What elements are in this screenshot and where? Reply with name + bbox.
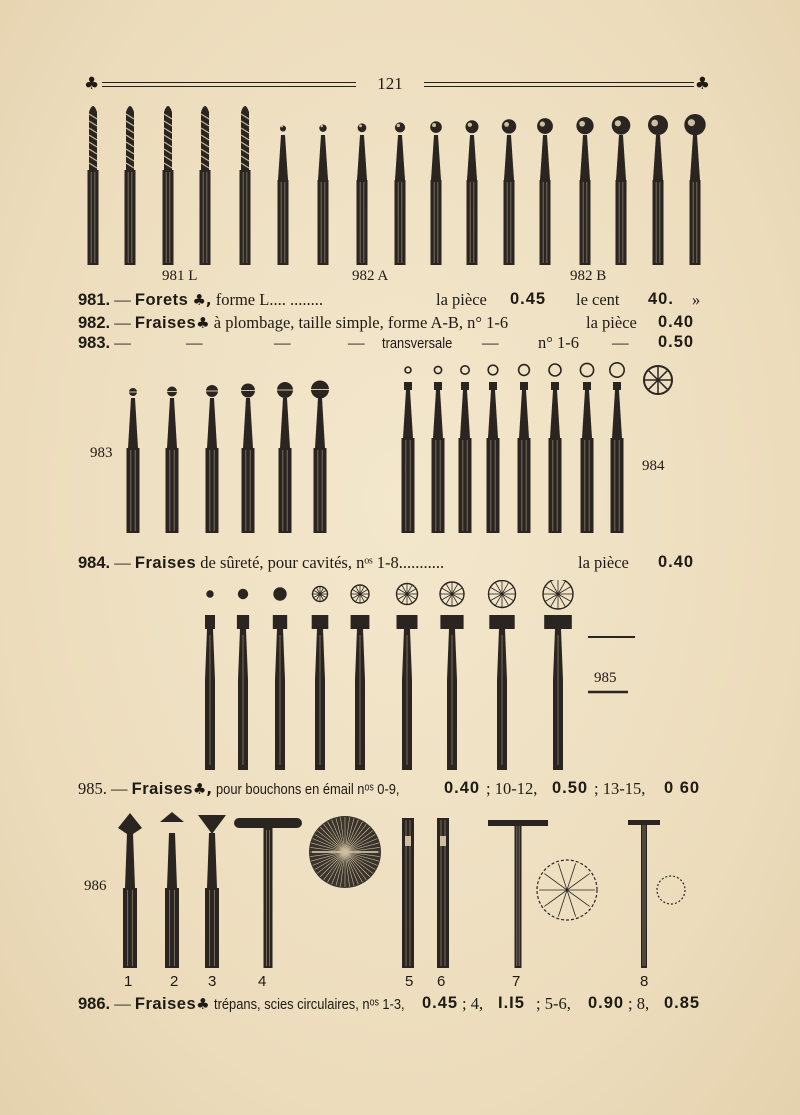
- right-ornament-icon: ♣: [694, 74, 710, 94]
- entry-983: [78, 333, 704, 353]
- trademark-icon: ♣: [196, 995, 210, 1013]
- label-986: 986: [84, 878, 107, 894]
- safety-bur: [432, 366, 445, 533]
- round-bur: [576, 117, 593, 265]
- price: 0.50: [658, 333, 695, 351]
- enamel-bur: [312, 587, 329, 771]
- left-ornament-icon: ♣: [84, 74, 100, 94]
- safety-bur: [580, 363, 593, 533]
- page-number: 121: [377, 74, 403, 93]
- trephine-bur: [118, 813, 142, 968]
- price-2: 0.50: [552, 779, 589, 797]
- header-rule-right: [424, 82, 694, 87]
- entry-number: 981.: [78, 291, 111, 309]
- range-3: ; 5-6,: [536, 994, 571, 1013]
- enamel-bur: [397, 584, 418, 771]
- entry-number: 985.: [78, 779, 107, 798]
- enamel-bur: [273, 588, 287, 770]
- trephine-bur: [160, 812, 184, 968]
- label-984: 984: [642, 458, 665, 474]
- twist-drill: [200, 106, 211, 265]
- price-4: 0.85: [664, 994, 701, 1012]
- transverse-bur: [166, 387, 179, 534]
- ditto-dash: —: [482, 333, 499, 352]
- circular-saw-disc: [309, 816, 381, 888]
- round-bur: [318, 124, 329, 265]
- description: à plombage, taille simple, forme A-B, n° 1-6: [213, 313, 509, 332]
- trepans-saws-illustration: [80, 808, 710, 978]
- ditto-dash: —: [186, 333, 203, 352]
- price-3: 0 60: [664, 779, 701, 797]
- round-bur: [430, 121, 442, 265]
- description: trépans, scies circulaires, nᵒˢ 1-3,: [213, 996, 405, 1013]
- description: transversale: [382, 335, 453, 352]
- round-bur: [395, 122, 406, 265]
- trephine-bur: [198, 815, 226, 968]
- round-bur: [612, 116, 631, 265]
- range-4: ; 8,: [628, 994, 650, 1013]
- trademark-icon: ♣,: [192, 291, 212, 309]
- figure-986-number: 1: [124, 973, 133, 990]
- label-982b: 982 B: [570, 268, 607, 284]
- label-982a: 982 A: [352, 268, 389, 284]
- figure-985: [190, 580, 650, 775]
- entry-number: 986.: [78, 995, 111, 1013]
- range: n° 1-6: [538, 333, 579, 352]
- enamel-bur: [440, 582, 464, 770]
- entry-984: [78, 553, 704, 573]
- figure-981-982: [80, 100, 710, 270]
- burs-illustration: [80, 358, 710, 543]
- unit-hundred: le cent: [576, 290, 620, 309]
- entry-981: [78, 290, 704, 310]
- transverse-bur: [127, 388, 140, 533]
- price: 0.45: [510, 290, 547, 308]
- product-name: Fraises: [134, 554, 197, 572]
- safety-bur: [487, 365, 500, 533]
- dash: —: [114, 290, 131, 309]
- product-name: Fraises: [134, 314, 197, 332]
- figure-986: [80, 808, 710, 978]
- safety-bur: [402, 367, 415, 533]
- small-saw-blade: [657, 876, 685, 904]
- twist-drill: [88, 106, 99, 265]
- range: nᵒˢ 1-8...........: [356, 553, 445, 572]
- transverse-bur: [277, 382, 293, 533]
- entry-982: [78, 313, 704, 333]
- enamel-bur: [489, 581, 516, 771]
- safety-bur: [518, 365, 531, 533]
- slotted-mandrel: [402, 818, 414, 968]
- transverse-bur: [206, 385, 219, 533]
- round-bur: [357, 123, 368, 265]
- dash: —: [114, 553, 131, 572]
- page-header: [84, 74, 710, 96]
- ditto-dash: —: [612, 333, 629, 352]
- price-3: 0.90: [588, 994, 625, 1012]
- twist-drill: [240, 106, 251, 265]
- entry-985: [78, 779, 704, 799]
- circular-saw-blade: [537, 860, 597, 920]
- round-bur: [537, 118, 553, 265]
- price-2: I.I5: [498, 994, 525, 1012]
- dash: —: [114, 313, 131, 332]
- figure-986-number: 3: [208, 973, 217, 990]
- price-1: 0.45: [422, 994, 459, 1012]
- figure-986-number: 2: [170, 973, 179, 990]
- range-3: ; 13-15,: [594, 779, 646, 798]
- description: pour bouchons en émail nᵒˢ 0-9,: [216, 781, 400, 798]
- unit: la pièce: [436, 290, 487, 309]
- figure-983-984: [80, 358, 710, 543]
- wheel-bur-head: [644, 366, 672, 394]
- round-bur: [648, 115, 668, 265]
- enamel-bur: [543, 580, 573, 770]
- ditto-dash: —: [274, 333, 291, 352]
- price-1: 0.40: [444, 779, 481, 797]
- enamel-bur: [237, 590, 249, 771]
- entry-number: 982.: [78, 314, 111, 332]
- round-bur: [466, 120, 479, 265]
- product-name: Fraises: [134, 995, 197, 1013]
- description: forme L.... ........: [215, 290, 323, 309]
- small-saw-mandrel: [628, 820, 660, 968]
- round-bur: [684, 114, 705, 265]
- twist-drill: [125, 106, 136, 265]
- slotted-mandrel: [437, 818, 449, 968]
- dash: —: [114, 994, 131, 1013]
- product-name: Forets: [134, 291, 189, 309]
- safety-bur: [610, 363, 624, 533]
- price: 0.40: [658, 313, 695, 331]
- figure-986-number: 8: [640, 973, 649, 990]
- product-name: Fraises: [131, 780, 193, 798]
- unit: la pièce: [578, 553, 629, 572]
- price-hundred: 40.: [648, 290, 674, 308]
- transverse-bur: [241, 384, 255, 534]
- enamel-bur: [351, 585, 370, 770]
- entry-number: 984.: [78, 554, 111, 572]
- figure-986-number: 4: [258, 973, 267, 990]
- range-2: ; 10-12,: [486, 779, 538, 798]
- figure-986-number: 5: [405, 973, 414, 990]
- description: de sûreté, pour cavités,: [200, 553, 352, 572]
- figure-986-number: 7: [512, 973, 521, 990]
- trademark-icon: ♣,: [192, 780, 213, 798]
- drill-bits-illustration: [80, 100, 710, 270]
- figure-986-numbers: [0, 973, 800, 991]
- entry-number: 983.: [78, 334, 111, 352]
- trademark-icon: ♣: [196, 314, 210, 332]
- safety-bur: [459, 366, 472, 533]
- price: 0.40: [658, 553, 695, 571]
- entry-986: [78, 994, 704, 1014]
- figure-986-number: 6: [437, 973, 446, 990]
- enamel-burs-illustration: [190, 580, 650, 775]
- enamel-bur: [205, 591, 215, 770]
- twist-drill: [163, 106, 174, 265]
- round-bur: [502, 119, 516, 265]
- saw-mandrel: [488, 820, 548, 968]
- dash: —: [114, 333, 131, 352]
- transverse-bur: [311, 381, 329, 534]
- unit: la pièce: [586, 313, 637, 332]
- ditto-mark: »: [692, 290, 701, 309]
- label-983: 983: [90, 445, 113, 461]
- disc-cutter: [234, 818, 302, 968]
- label-985: 985: [594, 670, 617, 686]
- ditto-dash: —: [348, 333, 365, 352]
- label-981l: 981 L: [162, 268, 198, 284]
- dash: —: [111, 779, 128, 798]
- header-rule-left: [102, 82, 356, 87]
- range-2: ; 4,: [462, 994, 484, 1013]
- round-bur: [278, 126, 289, 266]
- safety-bur: [549, 364, 562, 533]
